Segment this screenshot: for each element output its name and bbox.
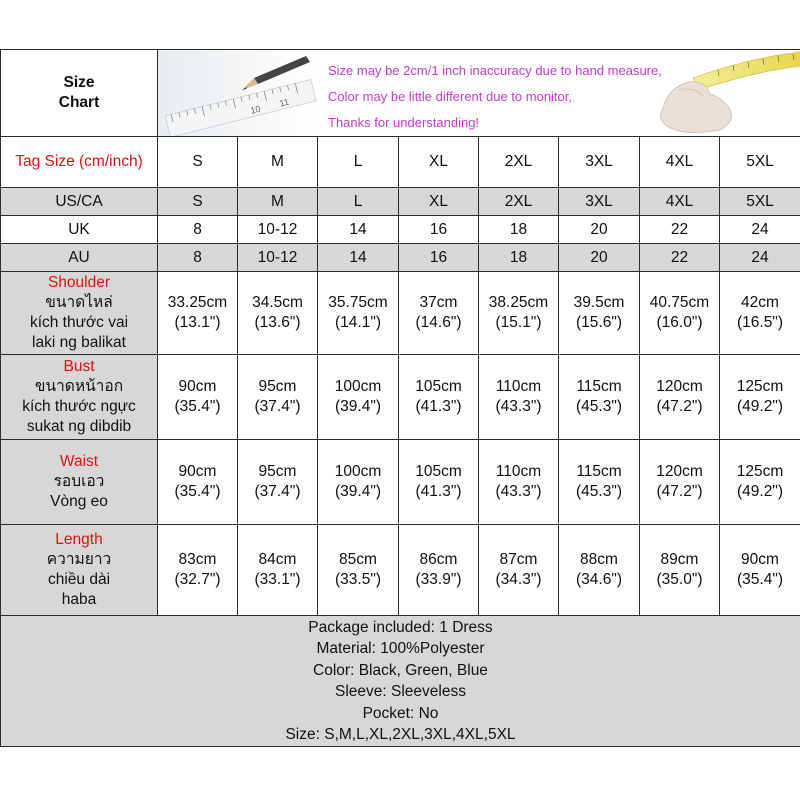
- note-color: Color may be little different due to monitor,: [328, 89, 572, 104]
- uk-label: UK: [1, 216, 158, 244]
- waist-cell: 90cm (35.4"): [158, 440, 238, 525]
- tag-size-label: Tag Size (cm/inch): [1, 137, 158, 188]
- us-ca-cell: 4XL: [640, 188, 720, 216]
- length-cell: 83cm (32.7"): [158, 525, 238, 616]
- bust-label: Bust ขนาดหน้าอก kích thước ngực sukat ng dibdib: [1, 355, 158, 440]
- size-chart-title: Size Chart: [1, 50, 158, 137]
- tag-size-row: [1, 137, 800, 188]
- length-cell: 88cm (34.6"): [559, 525, 640, 616]
- au-cell: 8: [158, 244, 238, 272]
- size-chart-table: [0, 49, 800, 747]
- us-ca-row: [1, 188, 800, 216]
- waist-cell: 110cm (43.3"): [479, 440, 559, 525]
- uk-cell: 10-12: [238, 216, 318, 244]
- length-label: Length ความยาว chiều dài haba: [1, 525, 158, 616]
- waist-cell: 105cm (41.3"): [399, 440, 479, 525]
- waist-cell: 125cm (49.2"): [720, 440, 800, 525]
- header-notes: [328, 58, 662, 136]
- bust-cell: 95cm (37.4"): [238, 355, 318, 440]
- tag-size-cell: L: [318, 137, 399, 188]
- length-row: [1, 525, 800, 616]
- info-package: Package included: 1 Dress: [308, 618, 493, 636]
- waist-row: [1, 440, 800, 525]
- shoulder-cell: 37cm (14.6"): [399, 272, 479, 355]
- length-cell: 86cm (33.9"): [399, 525, 479, 616]
- bust-cell: 115cm (45.3"): [559, 355, 640, 440]
- au-cell: 22: [640, 244, 720, 272]
- length-cell: 89cm (35.0"): [640, 525, 720, 616]
- length-cell: 85cm (33.5"): [318, 525, 399, 616]
- bust-cell: 125cm (49.2"): [720, 355, 800, 440]
- au-row: [1, 244, 800, 272]
- tag-size-cell: 5XL: [720, 137, 800, 188]
- note-accuracy: Size may be 2cm/1 inch inaccuracy due to hand measure,: [328, 63, 662, 78]
- info-pocket: Pocket: No: [362, 704, 439, 722]
- au-cell: 14: [318, 244, 399, 272]
- uk-cell: 22: [640, 216, 720, 244]
- shoulder-cell: 34.5cm (13.6"): [238, 272, 318, 355]
- bust-cell: 90cm (35.4"): [158, 355, 238, 440]
- shoulder-row: [1, 272, 800, 355]
- length-cell: 90cm (35.4"): [720, 525, 800, 616]
- info-material: Material: 100%Polyester: [316, 640, 485, 657]
- bust-row: [1, 355, 800, 440]
- tag-size-cell: 4XL: [640, 137, 720, 188]
- au-cell: 10-12: [238, 244, 318, 272]
- note-thanks: Thanks for understanding!: [328, 115, 480, 130]
- shoulder-cell: 40.75cm (16.0"): [640, 272, 720, 355]
- info-sleeve: Sleeve: Sleeveless: [335, 683, 466, 700]
- length-cell: 84cm (33.1"): [238, 525, 318, 616]
- au-cell: 24: [720, 244, 800, 272]
- waist-cell: 95cm (37.4"): [238, 440, 318, 525]
- length-cell: 87cm (34.3"): [479, 525, 559, 616]
- shoulder-cell: 35.75cm (14.1"): [318, 272, 399, 355]
- tag-size-cell: S: [158, 137, 238, 188]
- au-cell: 18: [479, 244, 559, 272]
- uk-row: [1, 216, 800, 244]
- us-ca-cell: XL: [399, 188, 479, 216]
- product-info-row: [1, 616, 800, 747]
- ruler-number: 10: [249, 103, 262, 116]
- uk-cell: 16: [399, 216, 479, 244]
- uk-cell: 18: [479, 216, 559, 244]
- waist-cell: 115cm (45.3"): [559, 440, 640, 525]
- shoulder-cell: 38.25cm (15.1"): [479, 272, 559, 355]
- waist-cell: 120cm (47.2"): [640, 440, 720, 525]
- shoulder-cell: 42cm (16.5"): [720, 272, 800, 355]
- us-ca-cell: 2XL: [479, 188, 559, 216]
- waist-label: Waist รอบเอว Vòng eo: [1, 440, 158, 525]
- bust-cell: 110cm (43.3"): [479, 355, 559, 440]
- us-ca-cell: L: [318, 188, 399, 216]
- au-label: AU: [1, 244, 158, 272]
- header-banner: [158, 50, 800, 137]
- product-info: [1, 616, 800, 747]
- uk-cell: 14: [318, 216, 399, 244]
- bust-cell: 105cm (41.3"): [399, 355, 479, 440]
- us-ca-cell: 5XL: [720, 188, 800, 216]
- shoulder-cell: 33.25cm (13.1"): [158, 272, 238, 355]
- us-ca-cell: 3XL: [559, 188, 640, 216]
- tag-size-cell: 2XL: [479, 137, 559, 188]
- uk-cell: 24: [720, 216, 800, 244]
- bust-cell: 100cm (39.4"): [318, 355, 399, 440]
- tag-size-cell: 3XL: [559, 137, 640, 188]
- ruler-number: 11: [278, 96, 290, 109]
- us-ca-cell: M: [238, 188, 318, 216]
- uk-cell: 8: [158, 216, 238, 244]
- shoulder-label: Shoulder ขนาดไหล่ kích thước vai laki ng balikat: [1, 272, 158, 355]
- us-ca-cell: S: [158, 188, 238, 216]
- au-cell: 16: [399, 244, 479, 272]
- measuring-tape-icon: [661, 52, 800, 133]
- waist-cell: 100cm (39.4"): [318, 440, 399, 525]
- au-cell: 20: [559, 244, 640, 272]
- info-color: Color: Black, Green, Blue: [313, 661, 488, 679]
- bust-cell: 120cm (47.2"): [640, 355, 720, 440]
- shoulder-cell: 39.5cm (15.6"): [559, 272, 640, 355]
- tag-size-cell: XL: [399, 137, 479, 188]
- header-row: [1, 50, 800, 137]
- us-ca-label: US/CA: [1, 188, 158, 216]
- tag-size-cell: M: [238, 137, 318, 188]
- info-size: Size: S,M,L,XL,2XL,3XL,4XL,5XL: [285, 726, 516, 743]
- uk-cell: 20: [559, 216, 640, 244]
